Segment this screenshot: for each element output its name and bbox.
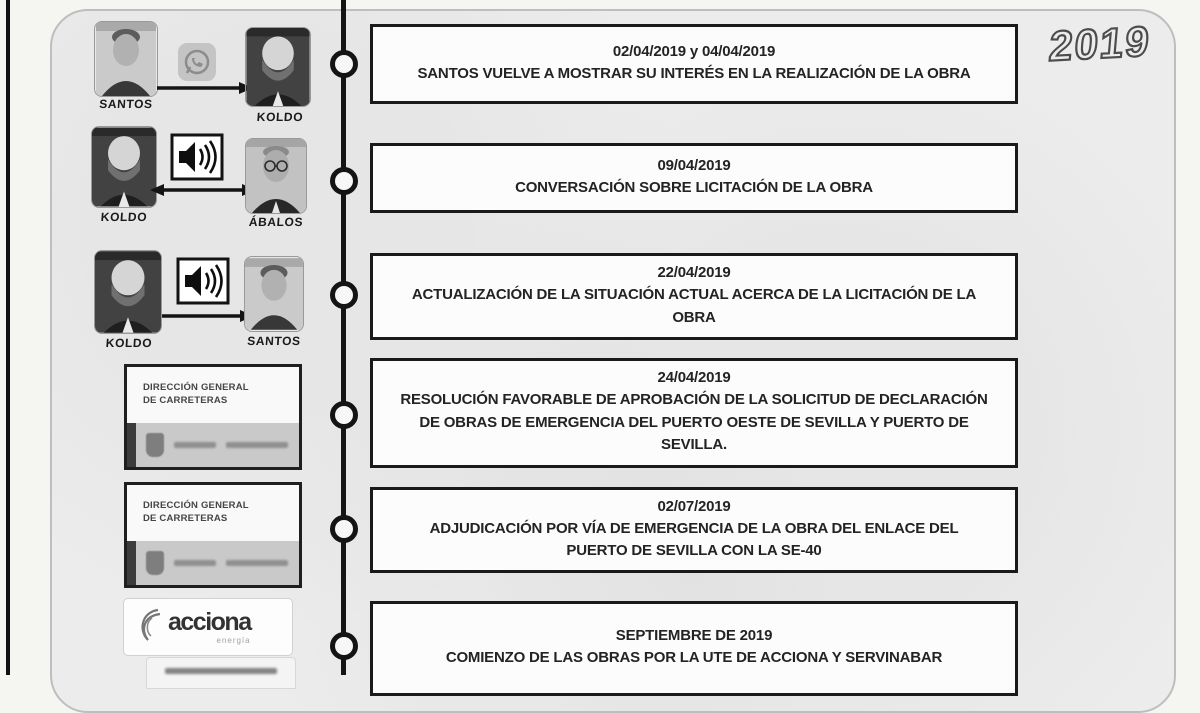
logo-direccion-general-carreteras xyxy=(124,364,302,470)
dgc-line1: DIRECCIÓN GENERAL xyxy=(143,382,249,393)
koldo-portrait-icon xyxy=(246,28,310,106)
timeline-node xyxy=(330,515,358,543)
timeline-node xyxy=(330,167,358,195)
arrow-both-icon xyxy=(150,182,256,203)
year-heading: 2019 xyxy=(1047,17,1153,70)
event-box xyxy=(370,253,1018,340)
page-left-rule xyxy=(6,0,10,675)
timeline-spine xyxy=(341,0,346,675)
koldo-portrait-icon xyxy=(92,127,156,207)
timeline-node xyxy=(330,632,358,660)
photo-koldo xyxy=(246,28,310,106)
photo-abalos xyxy=(246,139,306,213)
santos-portrait-icon xyxy=(95,22,157,96)
actor-label-santos: SANTOS xyxy=(98,97,154,111)
timeline-node xyxy=(330,50,358,78)
acciona-wordmark: acciona xyxy=(168,607,251,636)
event-box xyxy=(370,601,1018,696)
speaker-icon xyxy=(176,257,230,310)
event-description: RESOLUCIÓN FAVORABLE DE APROBACIÓN DE LA SOLICITUD DE DECLARACIÓN DE OBRAS DE EMERGENCIA DEL PUERTO OESTE DE SEVILLA Y PUERTO DE SEVILLA. xyxy=(400,391,988,454)
photo-santos xyxy=(95,22,157,96)
logo-acciona xyxy=(123,598,293,656)
timeline-node xyxy=(330,401,358,429)
event-box xyxy=(370,143,1018,213)
event-box xyxy=(370,24,1018,104)
event-description: COMIENZO DE LAS OBRAS POR LA UTE DE ACCIONA Y SERVINABAR xyxy=(445,649,943,667)
timeline-node xyxy=(330,281,358,309)
photo-koldo xyxy=(92,127,156,207)
santos-portrait-icon xyxy=(245,257,303,331)
event-box xyxy=(370,487,1018,573)
dgc-line2: DE CARRETERAS xyxy=(143,394,228,406)
event-description: CONVERSACIÓN SOBRE LICITACIÓN DE LA OBRA xyxy=(515,178,873,196)
koldo-portrait-icon xyxy=(95,251,161,333)
coat-of-arms-icon xyxy=(146,433,164,457)
arrow-right-icon xyxy=(155,80,255,101)
speaker-icon xyxy=(170,133,224,186)
abalos-portrait-icon xyxy=(246,139,306,213)
photo-santos xyxy=(245,257,303,331)
gobierno-banner xyxy=(127,423,299,467)
actor-label-abalos: ÁBALOS xyxy=(248,215,304,229)
event-description: ACTUALIZACIÓN DE LA SITUACIÓN ACTUAL ACERCA DE LA LICITACIÓN DE LA OBRA xyxy=(411,286,977,326)
actor-label-koldo: KOLDO xyxy=(100,210,148,224)
actor-label-koldo: KOLDO xyxy=(256,110,304,124)
acciona-subtext: energía xyxy=(216,635,251,645)
dgc-line1: DIRECCIÓN GENERAL xyxy=(143,500,249,511)
actor-label-koldo: KOLDO xyxy=(105,336,153,350)
event-box xyxy=(370,358,1018,468)
logo-partial-illegible xyxy=(146,657,296,689)
acciona-swirl-icon xyxy=(134,606,168,648)
event-date: 02/07/2019 xyxy=(657,497,731,515)
event-description: ADJUDICACIÓN POR VÍA DE EMERGENCIA DE LA OBRA DEL ENLACE DEL PUERTO DE SEVILLA CON LA SE-40 xyxy=(429,519,959,559)
event-description: SANTOS VUELVE A MOSTRAR SU INTERÉS EN LA REALIZACIÓN DE LA OBRA xyxy=(417,64,971,82)
photo-koldo xyxy=(95,251,161,333)
arrow-right-icon xyxy=(160,308,256,329)
event-date: 09/04/2019 xyxy=(657,156,731,174)
logo-direccion-general-carreteras xyxy=(124,482,302,588)
gobierno-banner xyxy=(127,541,299,585)
actor-label-santos: SANTOS xyxy=(246,334,302,348)
event-date: 02/04/2019 y 04/04/2019 xyxy=(612,42,776,60)
event-date: 24/04/2019 xyxy=(657,369,731,387)
coat-of-arms-icon xyxy=(146,551,164,575)
event-date: SEPTIEMBRE DE 2019 xyxy=(615,627,773,645)
event-date: 22/04/2019 xyxy=(657,264,731,281)
dgc-line2: DE CARRETERAS xyxy=(143,512,228,524)
